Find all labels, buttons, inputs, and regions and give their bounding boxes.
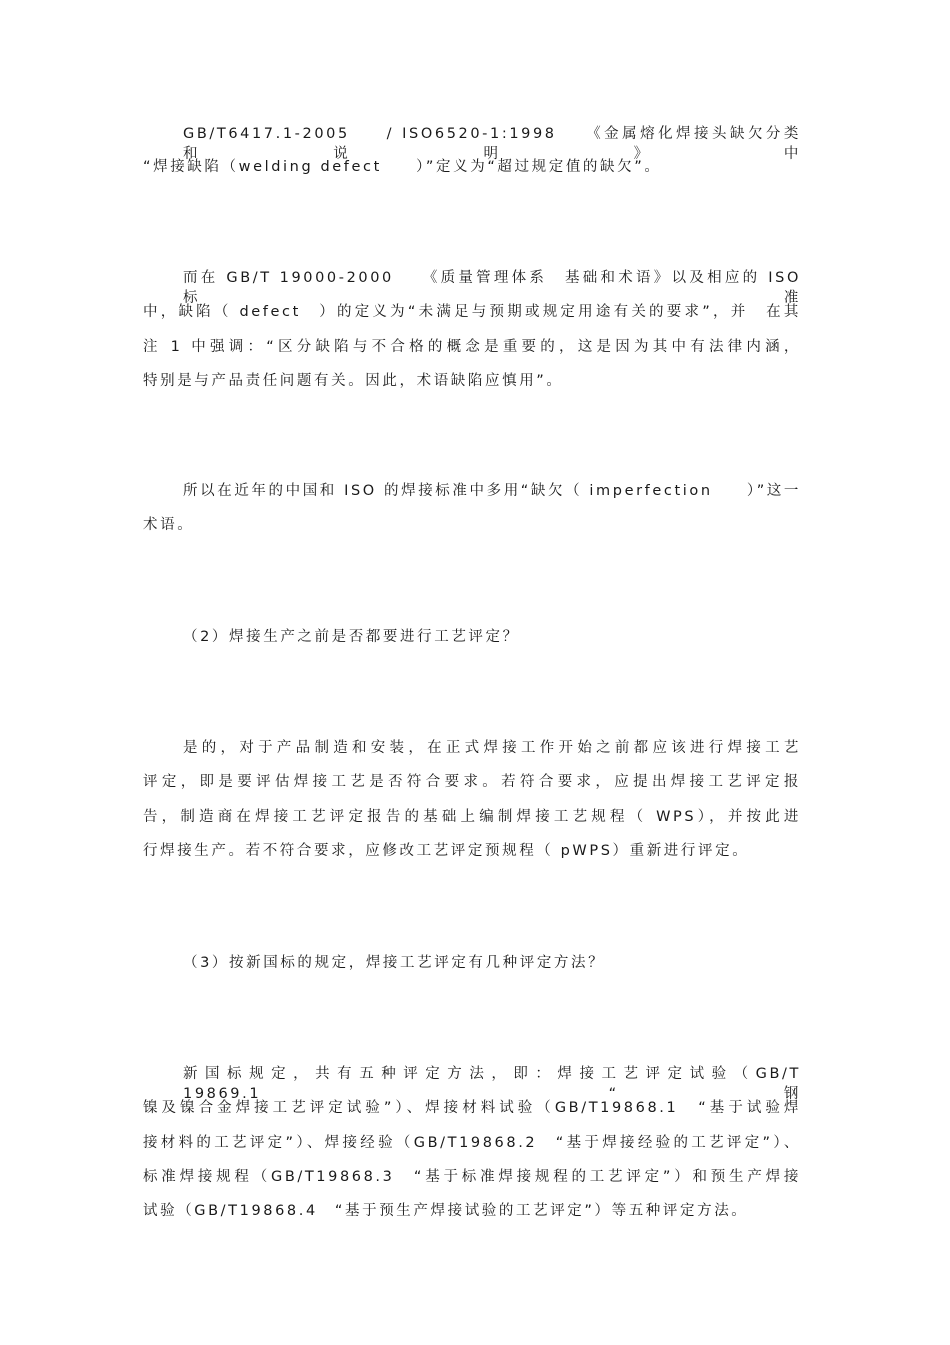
paragraph-line: 标准焊接规程（GB/T19868.3 “基于标准焊接规程的工艺评定”）和预生产焊接 [143,1169,801,1185]
paragraph-line: “焊接缺陷（welding defect ）”定义为“超过规定值的缺欠”。 [143,159,662,175]
paragraph-line: 试验（GB/T19868.4 “基于预生产焊接试验的工艺评定”）等五种评定方法。 [143,1203,749,1219]
paragraph-line: 是的，对于产品制造和安装，在正式焊接工作开始之前都应该进行焊接工艺 [183,740,801,756]
paragraph-line: 特别是与产品责任问题有关。因此，术语缺陷应慎用”。 [143,373,564,389]
paragraph-line: 而在 GB/T 19000-2000 《质量管理体系 基础和术语》以及相应的 ISO 标准 [183,270,801,306]
paragraph-line: 注 1 中强调：“区分缺陷与不合格的概念是重要的，这是因为其中有法律内涵， [143,339,801,355]
paragraph-line: 镍及镍合金焊接工艺评定试验”）、焊接材料试验（GB/T19868.1 “基于试验焊 [143,1100,801,1116]
question-heading: （3）按新国标的规定，焊接工艺评定有几种评定方法？ [183,955,606,971]
paragraph-line: 行焊接生产。若不符合要求，应修改工艺评定预规程（ pWPS）重新进行评定。 [143,843,750,859]
paragraph-line: 接材料的工艺评定”）、焊接经验（GB/T19868.2 “基于焊接经验的工艺评定”）、 [143,1135,801,1151]
paragraph-line: 所以在近年的中国和 ISO 的焊接标准中多用“缺欠（ imperfection ）”这一 [183,483,802,499]
paragraph-line: 告，制造商在焊接工艺评定报告的基础上编制焊接工艺规程（ WPS），并按此进 [143,809,801,825]
paragraph-line: 中，缺陷（ defect ）的定义为“未满足与预期或规定用途有关的要求”，并 在其 [143,304,801,320]
paragraph-line: GB/T6417.1-2005 / ISO6520-1:1998 《金属熔化焊接头缺欠分类和说明》中 [183,126,801,162]
paragraph-line: 术语。 [143,517,195,533]
paragraph-line: 评定，即是要评估焊接工艺是否符合要求。若符合要求，应提出焊接工艺评定报 [143,774,801,790]
paragraph-line: 新国标规定，共有五种评定方法，即：焊接工艺评定试验（GB/T 19869.1 “钢 [183,1066,819,1102]
question-heading: （2）焊接生产之前是否都要进行工艺评定？ [183,629,520,645]
